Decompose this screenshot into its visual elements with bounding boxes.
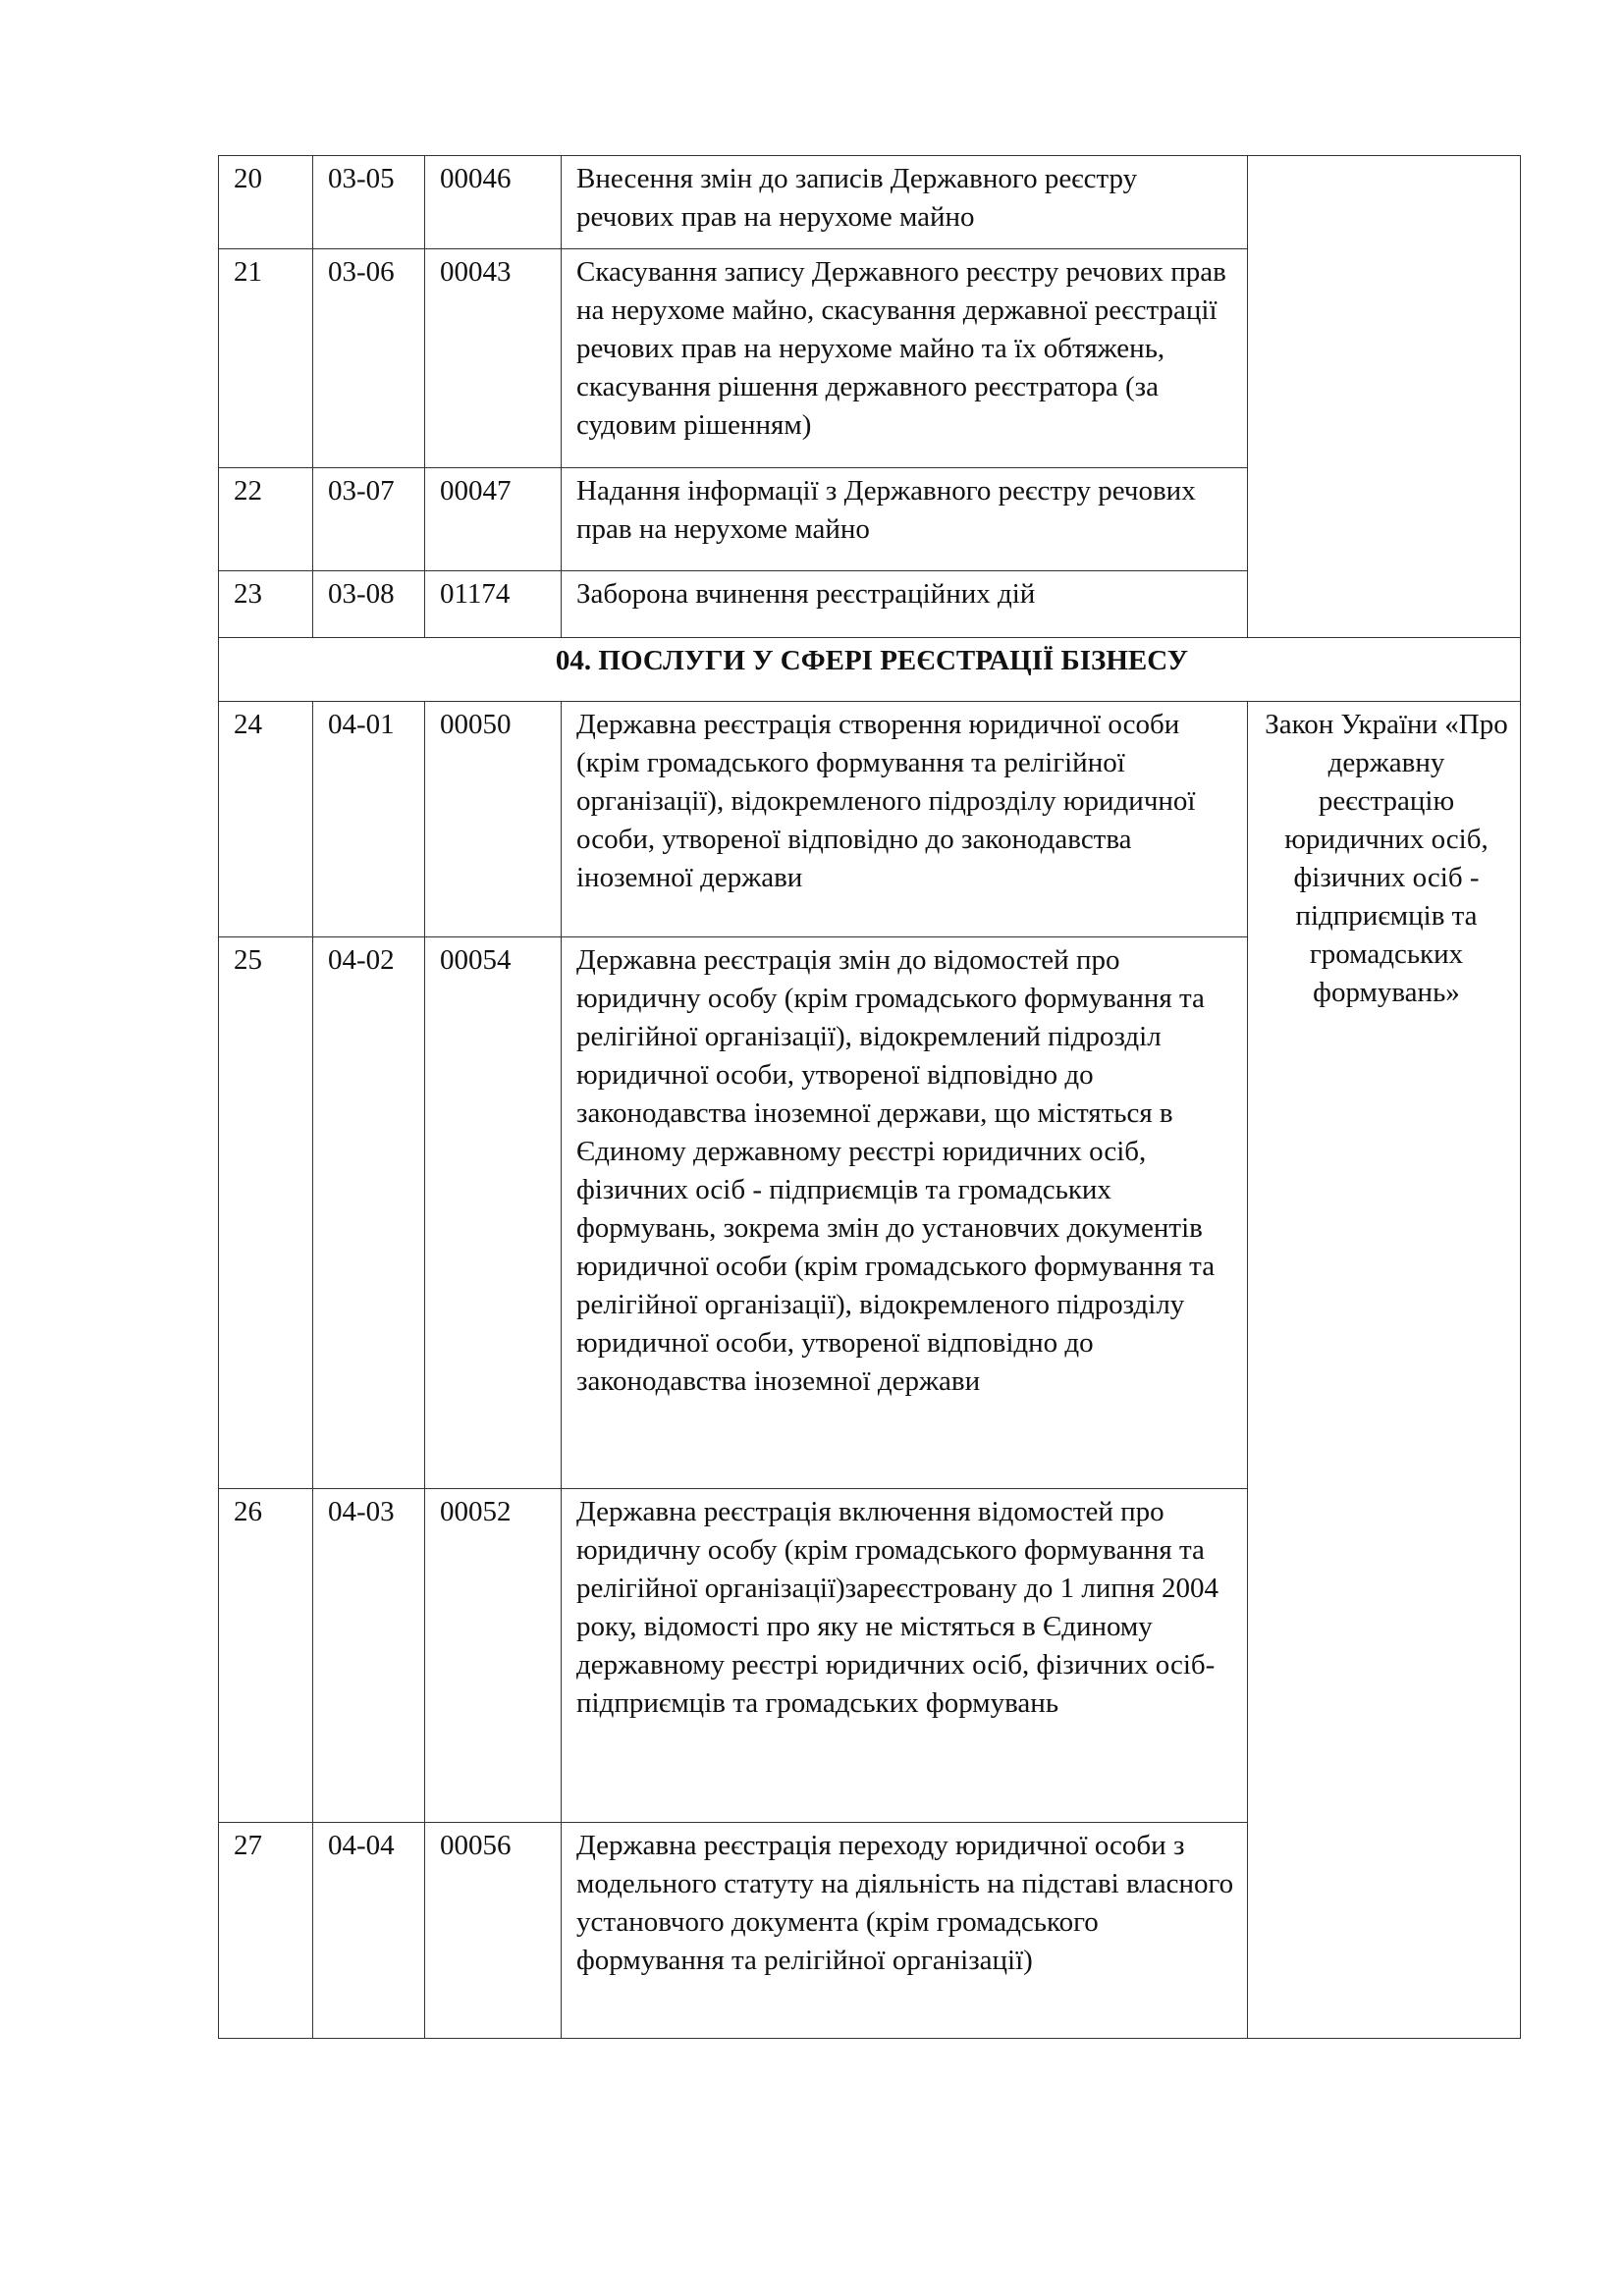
row-service-name: Державна реєстрація створення юридичної особи (крім громадського формування та релігійної організації), відокремленого підрозділу юридичної особи, утвореної відповідно до законодавства іноземної держави	[562, 702, 1248, 937]
row-code: 03-06	[313, 249, 425, 468]
row-code: 03-08	[313, 571, 425, 638]
row-id: 00054	[425, 937, 562, 1489]
table-row	[219, 249, 1521, 468]
section-header-row	[219, 638, 1521, 702]
row-number: 25	[219, 937, 313, 1489]
row-id: 00043	[425, 249, 562, 468]
row-service-name: Внесення змін до записів Державного реєстру речових прав на нерухоме майно	[562, 156, 1248, 249]
row-law-empty	[1248, 571, 1521, 638]
row-number: 24	[219, 702, 313, 937]
row-id: 00047	[425, 468, 562, 571]
row-number: 26	[219, 1489, 313, 1823]
row-id: 00050	[425, 702, 562, 937]
row-id: 01174	[425, 571, 562, 638]
row-code: 03-05	[313, 156, 425, 249]
row-service-name: Надання інформації з Державного реєстру речових прав на нерухоме майно	[562, 468, 1248, 571]
services-table	[218, 155, 1521, 2039]
table-row	[219, 468, 1521, 571]
row-code: 03-07	[313, 468, 425, 571]
row-law-empty	[1248, 468, 1521, 571]
table-row	[219, 702, 1521, 937]
row-service-name: Скасування запису Державного реєстру речових прав на нерухоме майно, скасування державної реєстрації речових прав на нерухоме майно та їх обтяжень, скасування рішення державного реєстратора (за судовим рішенням)	[562, 249, 1248, 468]
row-number: 21	[219, 249, 313, 468]
row-code: 04-01	[313, 702, 425, 937]
section-title: 04. ПОСЛУГИ У СФЕРІ РЕЄСТРАЦІЇ БІЗНЕСУ	[219, 638, 1521, 702]
row-service-name: Заборона вчинення реєстраційних дій	[562, 571, 1248, 638]
row-number: 27	[219, 1823, 313, 2039]
row-number: 22	[219, 468, 313, 571]
row-number: 23	[219, 571, 313, 638]
row-code: 04-04	[313, 1823, 425, 2039]
row-service-name: Державна реєстрація включення відомостей про юридичну особу (крім громадського формування та релігійної організації)зареєстровану до 1 липня 2004 року, відомості про яку не містяться в Єдиному державному реєстрі юридичних осіб, фізичних осіб-підприємців та громадських формувань	[562, 1489, 1248, 1823]
row-service-name: Державна реєстрація змін до відомостей про юридичну особу (крім громадського формування та релігійної організації), відокремлений підрозділ юридичної особи, утвореної відповідно до законодавства іноземної держави, що містяться в Єдиному державному реєстрі юридичних осіб, фізичних осіб - підприємців та громадських формувань, зокрема змін до установчих документів юридичної особи (крім громадського формування та релігійної організації), відокремленого підрозділу юридичної особи, утвореної відповідно до законодавства іноземної держави	[562, 937, 1248, 1489]
row-law-empty	[1248, 156, 1521, 249]
row-number: 20	[219, 156, 313, 249]
row-code: 04-03	[313, 1489, 425, 1823]
row-service-name: Державна реєстрація переходу юридичної особи з модельного статуту на діяльність на підставі власного установчого документа (крім громадського формування та релігійної організації)	[562, 1823, 1248, 2039]
law-reference: Закон України «Про державну реєстрацію юридичних осіб, фізичних осіб - підприємців та громадських формувань»	[1248, 702, 1521, 2039]
row-id: 00052	[425, 1489, 562, 1823]
row-law-empty	[1248, 249, 1521, 468]
table-row	[219, 156, 1521, 249]
row-code: 04-02	[313, 937, 425, 1489]
table-row	[219, 571, 1521, 638]
row-id: 00056	[425, 1823, 562, 2039]
row-id: 00046	[425, 156, 562, 249]
